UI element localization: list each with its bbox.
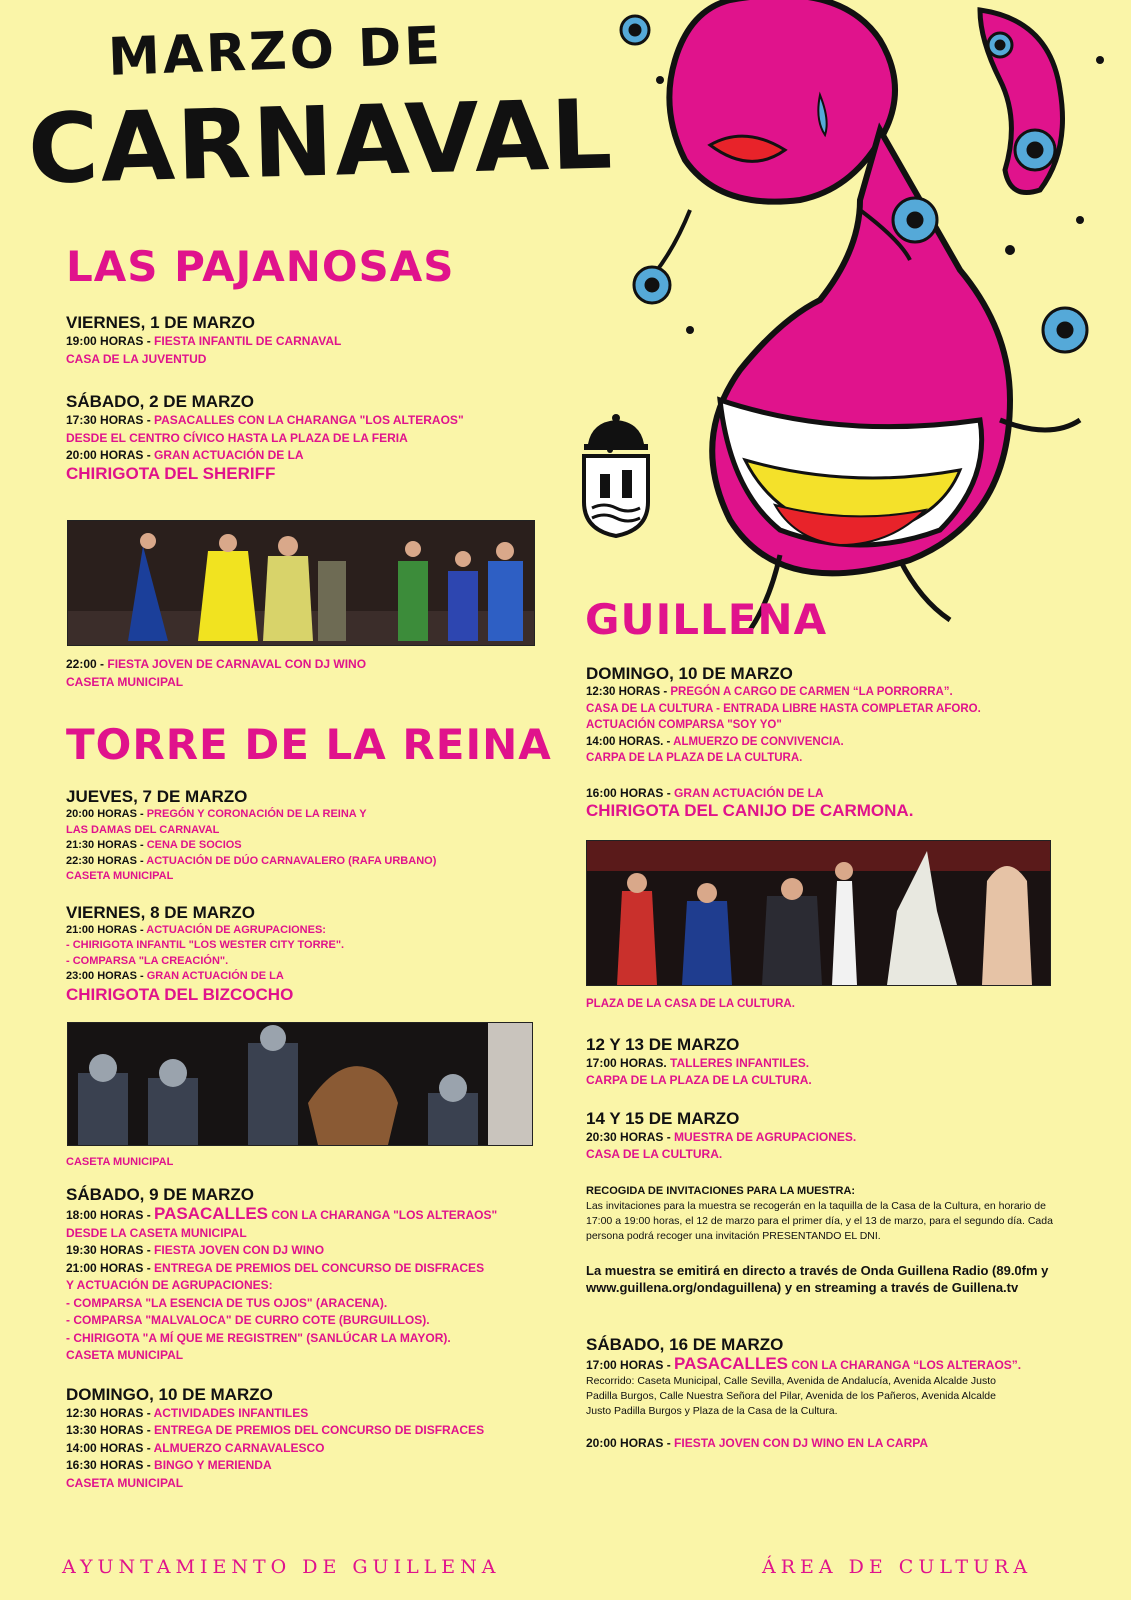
chirigota-title: CHIRIGOTA DEL CANIJO DE CARMONA. xyxy=(586,801,914,820)
pajanosas-schedule: VIERNES, 1 DE MARZO 19:00 HORAS - FIESTA INFANTIL DE CARNAVAL CASA DE LA JUVENTUD SÁBADO, 2 DE MARZO 17:30 HORAS - PASACALLES CON LA CHARANGA "LOS ALTERAOS" DESDE EL CENTRO CÍVICO HASTA LA PLAZA DE LA FERIA 20:00 HORAS - GRAN ACTUACIÓN DE LA CHIRIGOTA DEL SHERIFF xyxy=(66,313,536,482)
invitaciones-info xyxy=(586,1184,1056,1244)
guillena-domingo: DOMINGO, 10 DE MARZO 12:30 HORAS - PREGÓN A CARGO DE CARMEN “LA PORRORRA”. CASA DE LA CULTURA - ENTRADA LIBRE HASTA COMPLETAR AFORO. ACTUACIÓN COMPARSA "SOY YO" 14:00 HORAS. - ALMUERZO DE CONVIVENCIA. CARPA DE LA PLAZA DE LA CULTURA. 16:00 HORAS - GRAN ACTUACIÓN DE LA CHIRIGOTA DEL CANIJO DE CARMONA. xyxy=(586,664,1066,820)
town-heading-las-pajanosas: LAS PAJANOSAS xyxy=(66,242,455,291)
venue: CASA DE LA JUVENTUD xyxy=(66,351,207,366)
torre-jueves-viernes: JUEVES, 7 DE MARZO 20:00 HORAS - PREGÓN Y CORONACIÓN DE LA REINA Y LAS DAMAS DEL CARNAVAL 21:30 HORAS - CENA DE SOCIOS 22:30 HORAS - ACTUACIÓN DE DÚO CARNAVALERO (RAFA URBANO) CASETA MUNICIPAL VIERNES, 8 DE MARZO 21:00 HORAS - ACTUACIÓN DE AGRUPACIONES: - CHIRIGOTA INFANTIL "LOS WESTER CITY TORRE". - COMPARSA "LA CREACIÓN". 23:00 HORAS - GRAN ACTUACIÓN DE LA CHIRIGOTA DEL BIZCOCHO xyxy=(66,787,546,1002)
torre-caseta-viernes: CASETA MUNICIPAL xyxy=(66,1156,174,1168)
recorrido-text: Recorrido: Caseta Municipal, Calle Sevilla, Avenida de Andalucía, Avenida Alcalde Justo Padilla Burgos, Calle Nuestra Señora del Pilar, Avenida de los Pañeros, Avenida Alcalde Justo Padilla Burgos y Plaza de la Casa de la Cultura. xyxy=(586,1375,996,1417)
guillena-12-15: 12 Y 13 DE MARZO 17:00 HORAS. TALLERES INFANTILES. CARPA DE LA PLAZA DE LA CULTURA. 14 Y 15 DE MARZO 20:30 HORAS - MUESTRA DE AGRUPACIONES. CASA DE LA CULTURA. xyxy=(586,1035,857,1161)
day-heading: SÁBADO, 2 DE MARZO xyxy=(66,392,254,411)
chirigota-title: CHIRIGOTA DEL BIZCOCHO xyxy=(66,984,294,1004)
guillena-sabado: SÁBADO, 16 DE MARZO 17:00 HORAS - PASACALLES CON LA CHARANGA “LOS ALTERAOS”. Recorrido: Caseta Municipal, Calle Sevilla, Avenida de Andalucía, Avenida Alcalde Justo Padilla Burgos, Calle Nuestra Señora del Pilar, Avenida de los Pañeros, Avenida Alcalde Justo Padilla Burgos y Plaza de la Casa de la Cultura. 20:00 HORAS - FIESTA JOVEN CON DJ WINO EN LA CARPA xyxy=(586,1335,1022,1450)
footer-ayuntamiento: AYUNTAMIENTO DE GUILLENA xyxy=(62,1556,501,1578)
photo-chirigota-sheriff xyxy=(67,520,535,646)
carnival-monster-illustration xyxy=(580,0,1131,660)
guillena-coat-of-arms xyxy=(578,412,654,538)
day-heading: VIERNES, 1 DE MARZO xyxy=(66,313,255,332)
pajanosas-late: 22:00 - FIESTA JOVEN DE CARNAVAL CON DJ WINO CASETA MUNICIPAL xyxy=(66,657,367,689)
town-heading-torre-de-la-reina: TORRE DE LA REINA xyxy=(66,720,552,769)
photo-chirigota-canijo xyxy=(586,840,1051,986)
town-heading-guillena: GUILLENA xyxy=(585,595,828,644)
invitaciones-title: RECOGIDA DE INVITACIONES PARA LA MUESTRA: xyxy=(586,1185,856,1197)
guillena-plaza: PLAZA DE LA CASA DE LA CULTURA. xyxy=(586,998,795,1010)
poster-title-line1: MARZO DE xyxy=(107,16,444,88)
invitaciones-text: Las invitaciones para la muestra se recogerán en la taquilla de la Casa de la Cultura, en horario de 17:00 a 19:00 horas, el 12 de marzo para el primer día, y el 13 de marzo, para el segundo día. Cada persona podrá recoger una invitación PRESENTANDO EL DNI. xyxy=(586,1200,1053,1242)
poster-title-line2: CARNAVAL xyxy=(26,78,616,206)
torre-sabado-domingo: SÁBADO, 9 DE MARZO 18:00 HORAS - PASACALLES CON LA CHARANGA "LOS ALTERAOS" DESDE LA CASETA MUNICIPAL 19:30 HORAS - FIESTA JOVEN CON DJ WINO 21:00 HORAS - ENTREGA DE PREMIOS DEL CONCURSO DE DISFRACES Y ACTUACIÓN DE AGRUPACIONES: - COMPARSA "LA ESENCIA DE TUS OJOS" (ARACENA). - COMPARSA "MALVALOCA" DE CURRO COTE (BURGUILLOS). - CHIRIGOTA "A MÍ QUE ME REGISTREN" (SANLÚCAR LA MAYOR). CASETA MUNICIPAL DOMINGO, 10 DE MARZO 12:30 HORAS - ACTIVIDADES INFANTILES 13:30 HORAS - ENTREGA DE PREMIOS DEL CONCURSO DE DISFRACES 14:00 HORAS - ALMUERZO CARNAVALESCO 16:30 HORAS - BINGO Y MERIENDA CASETA MUNICIPAL xyxy=(66,1185,498,1490)
chirigota-title: CHIRIGOTA DEL SHERIFF xyxy=(66,463,276,483)
emision-info: La muestra se emitirá en directo a través de Onda Guillena Radio (89.0fm y www.guillena.org/ondaguillena) y en streaming a través de Guillena.tv xyxy=(586,1263,1049,1295)
footer-area-cultura: ÁREA DE CULTURA xyxy=(762,1556,1033,1578)
photo-chirigota-bizcocho xyxy=(67,1022,533,1146)
